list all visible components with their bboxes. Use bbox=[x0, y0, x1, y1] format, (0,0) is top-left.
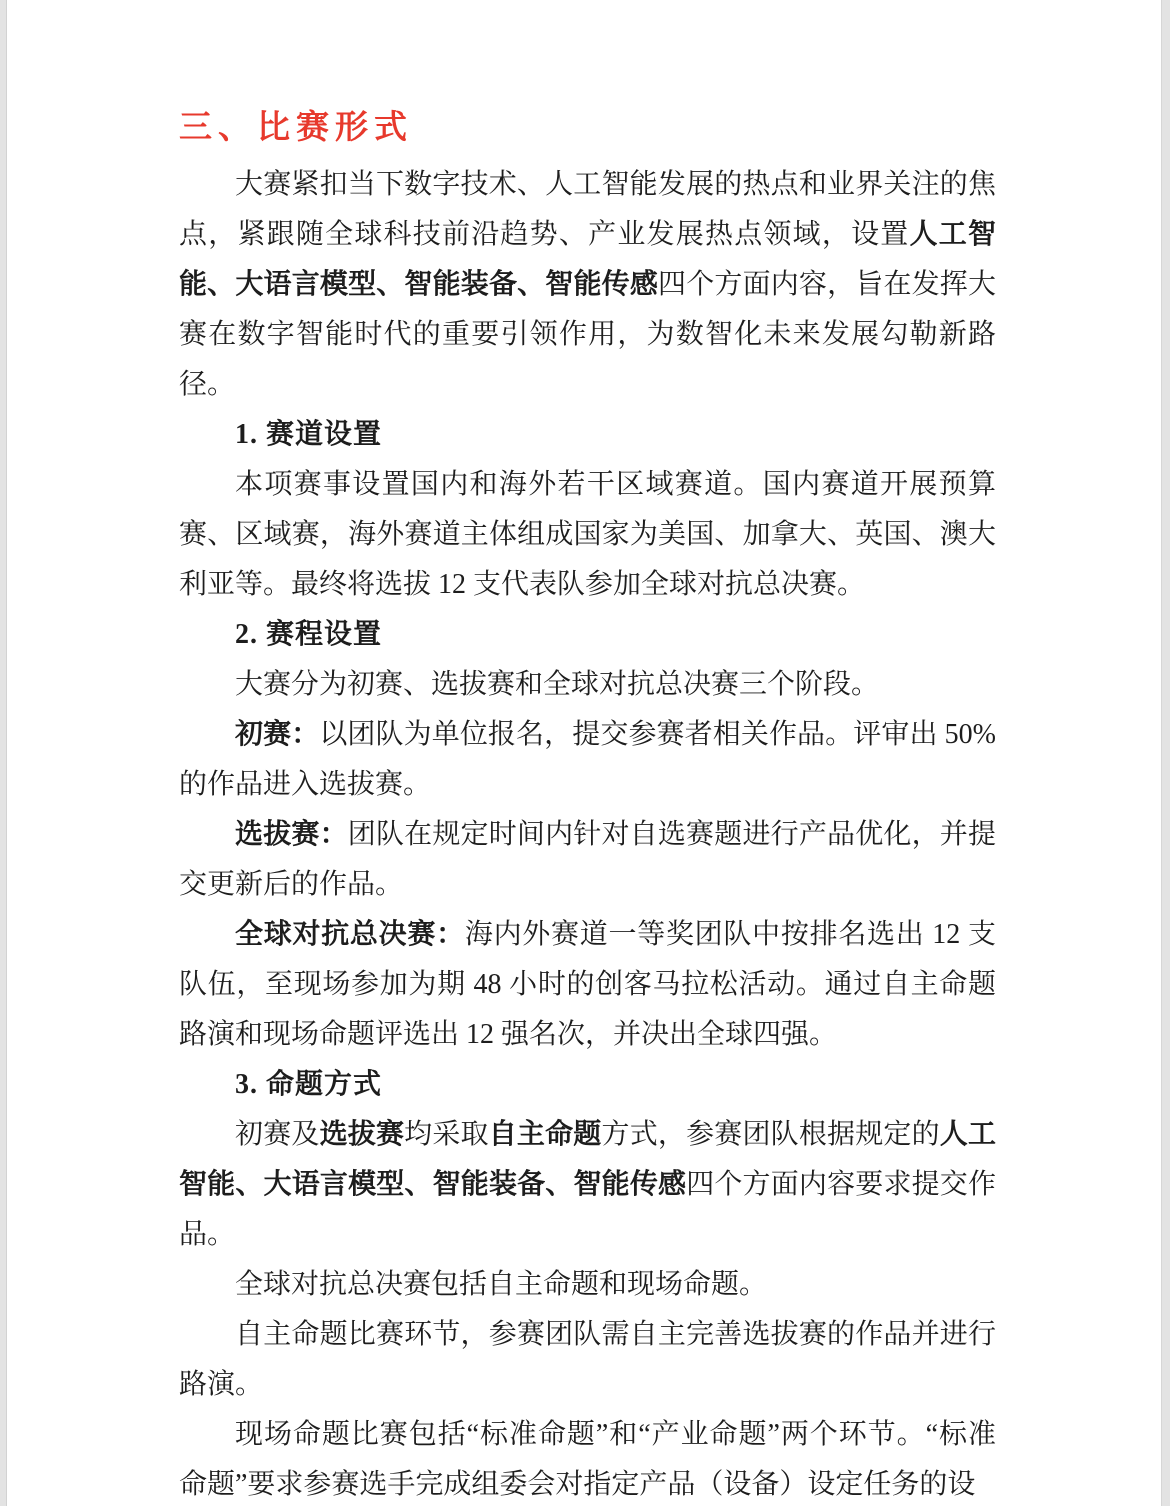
text-run: 现场命题比赛包括“标准命题”和“产业命题”两个环节。“标准命题”要求参赛选手完成组委会对指定产品（设备）设定任务的设 bbox=[179, 1419, 996, 1500]
text-run: 本项赛事设置国内和海外若干区域赛道。国内赛道开展预算赛、区域赛，海外赛道主体组成国家为美国、加拿大、英国、澳大利亚等。最终将选拔 12 支代表队参加全球对抗总决赛。 bbox=[179, 469, 996, 600]
text-run: 团队在规定时间内针对自选赛题进行产品优化，并提交更新后的作品。 bbox=[179, 819, 996, 900]
paragraph bbox=[179, 710, 996, 810]
document-body bbox=[179, 160, 996, 1506]
bold-text-run: 3. 命题方式 bbox=[235, 1069, 383, 1100]
paragraph bbox=[179, 810, 996, 910]
paragraph bbox=[179, 1310, 996, 1410]
bold-text-run: 选拔赛： bbox=[235, 819, 348, 850]
paragraph bbox=[179, 910, 996, 1060]
paragraph bbox=[179, 660, 996, 710]
paragraph bbox=[179, 1410, 996, 1506]
bold-text-run: 人工智能、大语言模型、智能装备、智能传感 bbox=[179, 219, 996, 300]
sub-heading bbox=[179, 1060, 996, 1110]
text-run: 均采取 bbox=[404, 1119, 489, 1150]
paragraph bbox=[179, 1260, 996, 1310]
bold-text-run: 自主命题 bbox=[488, 1119, 602, 1150]
text-run: 四个方面内容，旨在发挥大赛在数字智能时代的重要引领作用，为数智化未来发展勾勒新路径。 bbox=[179, 269, 996, 400]
bold-text-run: 1. 赛道设置 bbox=[235, 419, 383, 450]
bold-text-run: 2. 赛程设置 bbox=[235, 619, 383, 650]
text-run: 大赛分为初赛、选拔赛和全球对抗总决赛三个阶段。 bbox=[235, 669, 880, 700]
bold-text-run: 人工智能、大语言模型、智能装备、智能传感 bbox=[179, 1119, 996, 1200]
text-run: 初赛及 bbox=[235, 1119, 320, 1150]
page-left-gutter bbox=[0, 0, 7, 1506]
text-run: 四个方面内容要求提交作品。 bbox=[179, 1169, 996, 1250]
document-page bbox=[7, 0, 1161, 1506]
text-run: 海内外赛道一等奖团队中按排名选出 12 支队伍，至现场参加为期 48 小时的创客马拉松活动。通过自主命题路演和现场命题评选出 12 强名次，并决出全球四强。 bbox=[179, 919, 996, 1050]
sub-heading bbox=[179, 410, 996, 460]
paragraph bbox=[179, 460, 996, 610]
sub-heading bbox=[179, 610, 996, 660]
bold-text-run: 全球对抗总决赛： bbox=[235, 919, 465, 950]
text-run: 大赛紧扣当下数字技术、人工智能发展的热点和业界关注的焦点，紧跟随全球科技前沿趋势、产业发展热点领域，设置 bbox=[179, 169, 996, 250]
text-run: 以团队为单位报名，提交参赛者相关作品。评审出 50%的作品进入选拔赛。 bbox=[179, 719, 996, 800]
section-heading: 三、比赛形式 bbox=[179, 108, 413, 145]
text-run: 方式，参赛团队根据规定的 bbox=[601, 1119, 940, 1150]
paragraph bbox=[179, 1110, 996, 1260]
text-run: 自主命题比赛环节，参赛团队需自主完善选拔赛的作品并进行路演。 bbox=[179, 1319, 996, 1400]
bold-text-run: 初赛： bbox=[235, 719, 320, 750]
page-right-gutter bbox=[1161, 0, 1170, 1506]
paragraph bbox=[179, 160, 996, 410]
bold-text-run: 选拔赛 bbox=[319, 1119, 405, 1150]
text-run: 全球对抗总决赛包括自主命题和现场命题。 bbox=[235, 1269, 768, 1300]
